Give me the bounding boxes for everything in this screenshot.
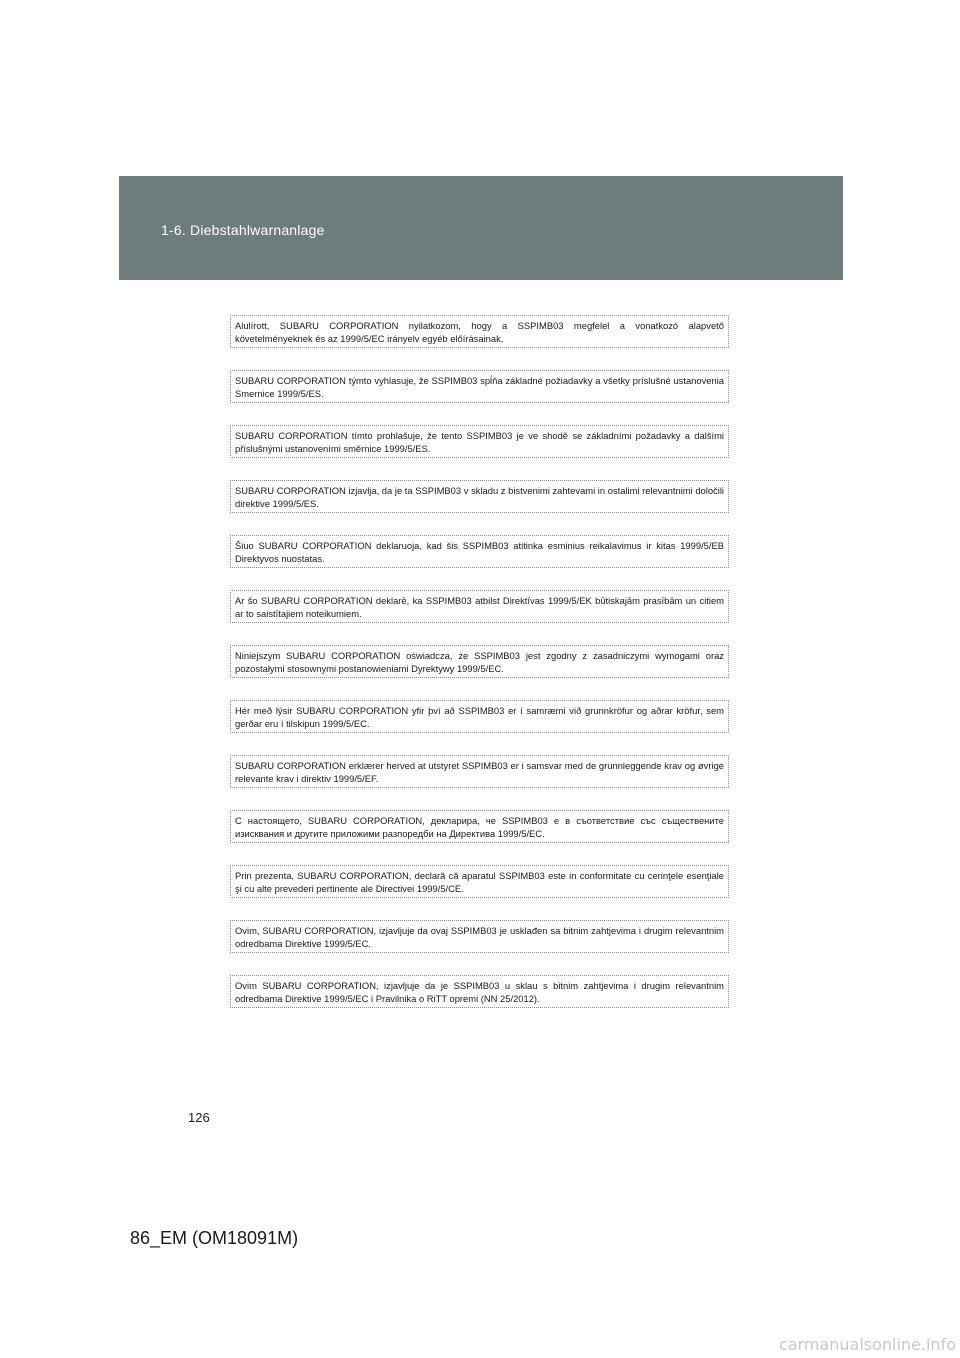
declaration-notices [230,315,729,1030]
watermark: carmanualsonline.info [778,1335,956,1354]
notice-romanian: Prin prezenta, SUBARU CORPORATION, declară că aparatul SSPIMB03 este in conformitate cu cerinţele esenţiale şi cu alte prevederi pertinente ale Directivei 1999/5/CE. [230,865,729,898]
notice-lithuanian: Šiuo SUBARU CORPORATION deklaruoja, kad šis SSPIMB03 atitinka esminius reikalavimus ir kitas 1999/5/EB Direktyvos nuostatas. [230,535,729,568]
notice-latvian: Ar šo SUBARU CORPORATION deklarē, ka SSPIMB03 atbilst Direktīvas 1999/5/EK būtiskajām prasībām un citiem ar to saistītajiem noteikumiem. [230,590,729,623]
notice-czech: SUBARU CORPORATION tímto prohlašuje, že tento SSPIMB03 je ve shodě se základními požadavky a dalšími příslušnými ustanoveními směrnice 1999/5/ES. [230,425,729,458]
notice-croatian: Ovim SUBARU CORPORATION, izjavljuje da je SSPIMB03 u sklau s bitnim zahtjevima i drugim relevantnim odredbama Direktive 1999/5/EC i Pravilnika o RiTT opremi (NN 25/2012). [230,975,729,1008]
notice-bosnian: Ovim, SUBARU CORPORATION, izjavljuje da ovaj SSPIMB03 je usklađen sa bitnim zahtjevima i drugim relevantnim odredbama Direktive 1999/5/EC. [230,920,729,953]
notice-norwegian: SUBARU CORPORATION erklærer herved at utstyret SSPIMB03 er i samsvar med de grunnleggende krav og øvrige relevante krav i direktiv 1999/5/EF. [230,755,729,788]
notice-bulgarian: С настоящето, SUBARU CORPORATION, декларира, че SSPIMB03 е в съответствие със съществените изисквания и другите приложими разпоредби на Директива 1999/5/EC. [230,810,729,843]
notice-slovak: SUBARU CORPORATION týmto vyhlasuje, že SSPIMB03 spĺňa základné požiadavky a všetky príslušné ustanovenia Smernice 1999/5/ES. [230,370,729,403]
notice-slovenian: SUBARU CORPORATION izjavlja, da je ta SSPIMB03 v skladu z bistvenimi zahtevami in ostalimi relevantnimi določili direktive 1999/5/ES. [230,480,729,513]
section-title: 1-6. Diebstahlwarnanlage [161,222,325,238]
section-header-band [119,176,843,280]
notice-hungarian: Alulírott, SUBARU CORPORATION nyilatkozom, hogy a SSPIMB03 megfelel a vonatkozó alapvető követelményeknek és az 1999/5/EC irányelv egyéb előírásainak. [230,315,729,348]
notice-polish: Niniejszym SUBARU CORPORATION oświadcza, że SSPIMB03 jest zgodny z zasadniczymi wymogami oraz pozostałymi stosownymi postanowieniami Dyrektywy 1999/5/EC. [230,645,729,678]
notice-icelandic: Hér með lýsir SUBARU CORPORATION yfir því að SSPIMB03 er í samræmi við grunnkröfur og aðrar kröfur, sem gerðar eru í tilskipun 1999/5/EC. [230,700,729,733]
page-number: 126 [188,1110,210,1125]
document-code: 86_EM (OM18091M) [130,1228,299,1248]
